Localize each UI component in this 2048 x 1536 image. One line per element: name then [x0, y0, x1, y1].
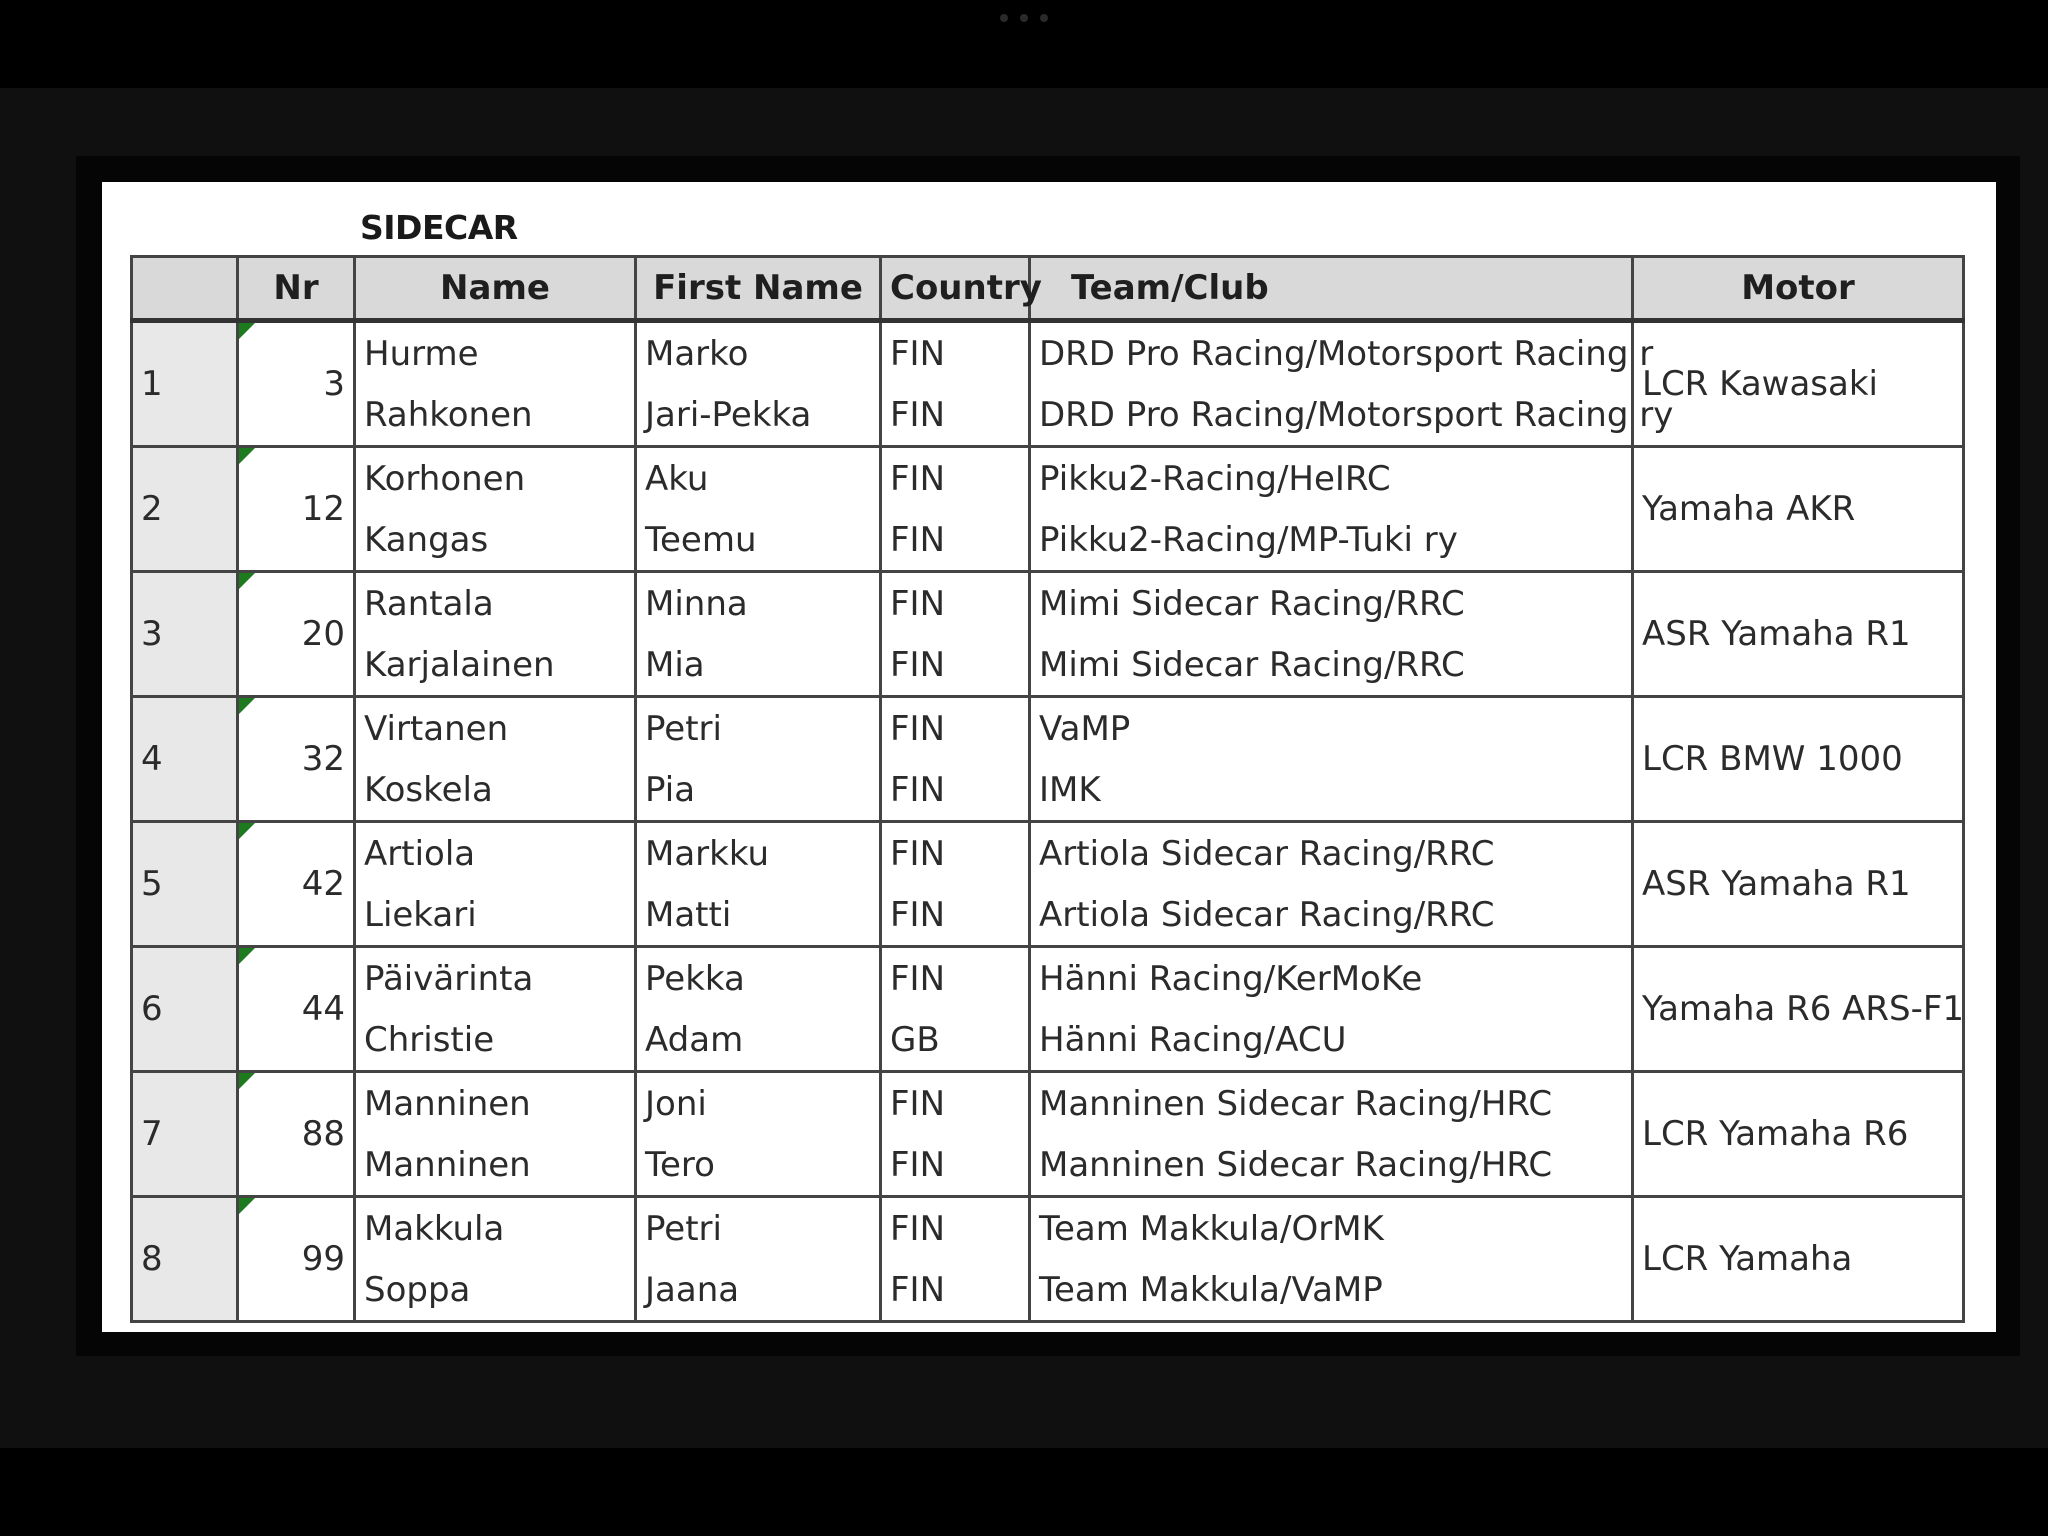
- team-club-cell: Pikku2-Racing/MP-Tuki ry: [1030, 509, 1633, 572]
- country-cell: FIN: [881, 1197, 1030, 1260]
- first-name-cell: Teemu: [636, 509, 881, 572]
- start-number-cell: [238, 1197, 355, 1322]
- window-handle-dots: [1000, 14, 1048, 22]
- team-club-cell: IMK: [1030, 759, 1633, 822]
- country-cell: FIN: [881, 447, 1030, 510]
- start-number-cell: [238, 572, 355, 697]
- first-name-cell: Tero: [636, 1134, 881, 1197]
- team-club-cell: Team Makkula/OrMK: [1030, 1197, 1633, 1260]
- country-cell: FIN: [881, 697, 1030, 760]
- header-row-number: [132, 257, 238, 321]
- start-number-cell: [238, 321, 355, 447]
- team-club-cell: Hänni Racing/KerMoKe: [1030, 947, 1633, 1010]
- team-club-cell: Mimi Sidecar Racing/RRC: [1030, 634, 1633, 697]
- country-cell: FIN: [881, 822, 1030, 885]
- start-number: 42: [301, 864, 345, 904]
- table-row: [132, 822, 1964, 885]
- name-cell: Rahkonen: [355, 384, 636, 447]
- name-cell: Kangas: [355, 509, 636, 572]
- team-club-cell: Pikku2-Racing/HeIRC: [1030, 447, 1633, 510]
- first-name-cell: Joni: [636, 1072, 881, 1135]
- name-cell: Christie: [355, 1009, 636, 1072]
- first-name-cell: Markku: [636, 822, 881, 885]
- first-name-cell: Aku: [636, 447, 881, 510]
- row-number-cell: 8: [132, 1197, 238, 1322]
- table-row: [132, 321, 1964, 385]
- country-cell: FIN: [881, 509, 1030, 572]
- row-number-cell: 7: [132, 1072, 238, 1197]
- table-row: [132, 947, 1964, 1010]
- motor-cell: Yamaha R6 ARS-F1: [1633, 947, 1964, 1072]
- table-row: [132, 1072, 1964, 1135]
- cell-comment-marker-icon: [239, 698, 255, 714]
- name-cell: Päivärinta: [355, 947, 636, 1010]
- country-cell: FIN: [881, 1259, 1030, 1322]
- first-name-cell: Minna: [636, 572, 881, 635]
- cell-comment-marker-icon: [239, 823, 255, 839]
- table-row: [132, 697, 1964, 760]
- motor-cell: LCR Yamaha: [1633, 1197, 1964, 1322]
- start-number-cell: [238, 1072, 355, 1197]
- header-team-club: Team/Club: [1030, 257, 1633, 321]
- row-number-cell: 5: [132, 822, 238, 947]
- name-cell: Rantala: [355, 572, 636, 635]
- header-name: Name: [355, 257, 636, 321]
- entries-body: [132, 321, 1964, 1322]
- name-cell: Virtanen: [355, 697, 636, 760]
- motor-cell: ASR Yamaha R1: [1633, 822, 1964, 947]
- table-row: [132, 447, 1964, 510]
- start-number-cell: [238, 822, 355, 947]
- first-name-cell: Adam: [636, 1009, 881, 1072]
- first-name-cell: Mia: [636, 634, 881, 697]
- country-cell: FIN: [881, 1072, 1030, 1135]
- team-club-cell: Manninen Sidecar Racing/HRC: [1030, 1134, 1633, 1197]
- cell-comment-marker-icon: [239, 323, 255, 339]
- motor-cell: ASR Yamaha R1: [1633, 572, 1964, 697]
- team-club-cell: DRD Pro Racing/Motorsport Racing ry: [1030, 384, 1633, 447]
- country-cell: FIN: [881, 947, 1030, 1010]
- country-cell: GB: [881, 1009, 1030, 1072]
- team-club-cell: Manninen Sidecar Racing/HRC: [1030, 1072, 1633, 1135]
- start-number-cell: [238, 447, 355, 572]
- header-first-name: First Name: [636, 257, 881, 321]
- start-number: 12: [301, 489, 345, 529]
- table-row: [132, 1197, 1964, 1260]
- cell-comment-marker-icon: [239, 1198, 255, 1214]
- cell-comment-marker-icon: [239, 448, 255, 464]
- motor-cell: Yamaha AKR: [1633, 447, 1964, 572]
- team-club-cell: VaMP: [1030, 697, 1633, 760]
- first-name-cell: Pia: [636, 759, 881, 822]
- start-number-cell: [238, 947, 355, 1072]
- team-club-cell: Mimi Sidecar Racing/RRC: [1030, 572, 1633, 635]
- name-cell: Koskela: [355, 759, 636, 822]
- header-row: [132, 257, 1964, 321]
- country-cell: FIN: [881, 759, 1030, 822]
- name-cell: Manninen: [355, 1134, 636, 1197]
- row-number-cell: 4: [132, 697, 238, 822]
- first-name-cell: Jari-Pekka: [636, 384, 881, 447]
- first-name-cell: Matti: [636, 884, 881, 947]
- country-cell: FIN: [881, 1134, 1030, 1197]
- name-cell: Korhonen: [355, 447, 636, 510]
- start-number: 32: [301, 739, 345, 779]
- team-club-cell: Artiola Sidecar Racing/RRC: [1030, 884, 1633, 947]
- start-number: 3: [323, 364, 345, 404]
- first-name-cell: Petri: [636, 697, 881, 760]
- start-number: 99: [301, 1239, 345, 1279]
- row-number-cell: 2: [132, 447, 238, 572]
- team-club-cell: Artiola Sidecar Racing/RRC: [1030, 822, 1633, 885]
- cell-comment-marker-icon: [239, 1073, 255, 1089]
- team-club-cell: Team Makkula/VaMP: [1030, 1259, 1633, 1322]
- row-number-cell: 6: [132, 947, 238, 1072]
- name-cell: Liekari: [355, 884, 636, 947]
- team-club-cell: Hänni Racing/ACU: [1030, 1009, 1633, 1072]
- name-cell: Hurme: [355, 321, 636, 385]
- name-cell: Soppa: [355, 1259, 636, 1322]
- country-cell: FIN: [881, 384, 1030, 447]
- motor-cell: LCR Yamaha R6: [1633, 1072, 1964, 1197]
- country-cell: FIN: [881, 572, 1030, 635]
- start-number-cell: [238, 697, 355, 822]
- start-number: 88: [301, 1114, 345, 1154]
- first-name-cell: Petri: [636, 1197, 881, 1260]
- row-number-cell: 3: [132, 572, 238, 697]
- start-number: 20: [301, 614, 345, 654]
- country-cell: FIN: [881, 321, 1030, 385]
- first-name-cell: Marko: [636, 321, 881, 385]
- start-number: 44: [301, 989, 345, 1029]
- country-cell: FIN: [881, 634, 1030, 697]
- header-country: Country: [881, 257, 1030, 321]
- header-nr: Nr: [238, 257, 355, 321]
- team-club-cell: DRD Pro Racing/Motorsport Racing r: [1030, 321, 1633, 385]
- motor-cell: LCR BMW 1000: [1633, 697, 1964, 822]
- sheet-title: SIDECAR: [360, 208, 518, 247]
- name-cell: Artiola: [355, 822, 636, 885]
- cell-comment-marker-icon: [239, 573, 255, 589]
- name-cell: Manninen: [355, 1072, 636, 1135]
- name-cell: Karjalainen: [355, 634, 636, 697]
- motor-cell: LCR Kawasaki: [1633, 321, 1964, 447]
- cell-comment-marker-icon: [239, 948, 255, 964]
- first-name-cell: Jaana: [636, 1259, 881, 1322]
- row-number-cell: 1: [132, 321, 238, 447]
- country-cell: FIN: [881, 884, 1030, 947]
- table-row: [132, 572, 1964, 635]
- entry-list-table: [130, 255, 1965, 1323]
- name-cell: Makkula: [355, 1197, 636, 1260]
- first-name-cell: Pekka: [636, 947, 881, 1010]
- header-motor: Motor: [1633, 257, 1964, 321]
